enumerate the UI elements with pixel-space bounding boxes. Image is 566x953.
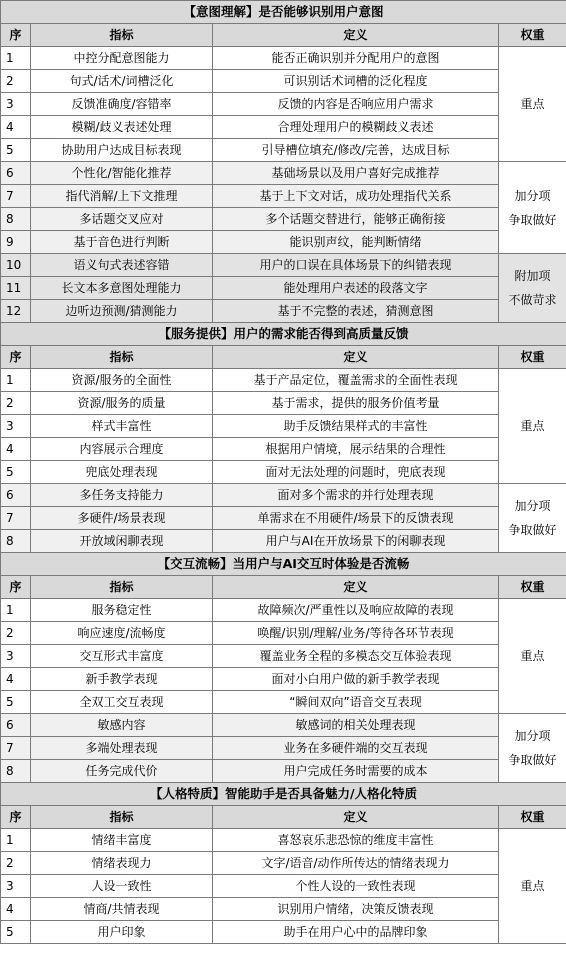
definition-cell: 唤醒/识别/理解/业务/等待各环节表现	[213, 622, 499, 645]
definition-cell: 反馈的内容是否响应用户需求	[213, 93, 499, 116]
table-row	[1, 829, 566, 852]
indicator-cell: 反馈准确度/容错率	[31, 93, 213, 116]
definition-cell: 合理处理用户的模糊歧义表述	[213, 116, 499, 139]
definition-cell: 用户完成任务时需要的成本	[213, 760, 499, 783]
table-row	[1, 116, 566, 139]
header-definition: 定义	[213, 346, 499, 369]
row-number: 5	[1, 921, 31, 944]
header-weight: 权重	[499, 24, 566, 47]
column-header-row	[1, 576, 566, 599]
row-number: 9	[1, 231, 31, 254]
table-row	[1, 438, 566, 461]
row-number: 5	[1, 139, 31, 162]
table-row	[1, 415, 566, 438]
row-number: 8	[1, 760, 31, 783]
table-row	[1, 369, 566, 392]
indicator-cell: 多话题交叉应对	[31, 208, 213, 231]
table-body	[1, 1, 566, 944]
definition-cell: 根据用户情境，展示结果的合理性	[213, 438, 499, 461]
table-row	[1, 691, 566, 714]
weight-label: 加分项	[514, 729, 551, 743]
indicator-cell: 资源/服务的质量	[31, 392, 213, 415]
row-number: 6	[1, 162, 31, 185]
row-number: 1	[1, 47, 31, 70]
table-row	[1, 714, 566, 737]
indicator-cell: 语义句式表述容错	[31, 254, 213, 277]
definition-cell: “瞬间双向”语音交互表现	[213, 691, 499, 714]
header-definition: 定义	[213, 806, 499, 829]
definition-cell: 助手在用户心中的品牌印象	[213, 921, 499, 944]
section-title-row	[1, 783, 566, 806]
definition-cell: 能处理用户表述的段落文字	[213, 277, 499, 300]
row-number: 3	[1, 645, 31, 668]
table-row	[1, 622, 566, 645]
row-number: 3	[1, 875, 31, 898]
definition-cell: 面对多个需求的并行处理表现	[213, 484, 499, 507]
column-header-row	[1, 346, 566, 369]
section-title: 【人格特质】智能助手是否具备魅力/人格化特质	[1, 783, 566, 806]
table-row	[1, 737, 566, 760]
indicator-cell: 服务稳定性	[31, 599, 213, 622]
definition-cell: 用户的口误在具体场景下的纠错表现	[213, 254, 499, 277]
table-row	[1, 208, 566, 231]
row-number: 1	[1, 829, 31, 852]
indicator-cell: 情绪表现力	[31, 852, 213, 875]
indicator-cell: 样式丰富性	[31, 415, 213, 438]
weight-label: 重点	[520, 649, 545, 663]
row-number: 7	[1, 507, 31, 530]
header-indicator: 指标	[31, 346, 213, 369]
row-number: 3	[1, 415, 31, 438]
weight-label: 加分项	[514, 499, 551, 513]
indicator-cell: 中控分配意图能力	[31, 47, 213, 70]
weight-cell	[499, 484, 566, 553]
table-row	[1, 645, 566, 668]
definition-cell: 面对小白用户做的新手教学表现	[213, 668, 499, 691]
section-title: 【意图理解】是否能够识别用户意图	[1, 1, 566, 24]
indicator-cell: 新手教学表现	[31, 668, 213, 691]
indicator-cell: 协助用户达成目标表现	[31, 139, 213, 162]
table-row	[1, 760, 566, 783]
header-num: 序	[1, 24, 31, 47]
weight-label: 重点	[520, 879, 545, 893]
definition-cell: 用户与AI在开放场景下的闲聊表现	[213, 530, 499, 553]
table-row	[1, 277, 566, 300]
indicator-cell: 指代消解/上下文推理	[31, 185, 213, 208]
section-title: 【交互流畅】当用户与AI交互时体验是否流畅	[1, 553, 566, 576]
row-number: 2	[1, 392, 31, 415]
header-num: 序	[1, 346, 31, 369]
weight-label: 重点	[520, 419, 545, 433]
header-indicator: 指标	[31, 576, 213, 599]
indicator-cell: 多端处理表现	[31, 737, 213, 760]
row-number: 8	[1, 208, 31, 231]
indicator-cell: 全双工交互表现	[31, 691, 213, 714]
indicator-cell: 用户印象	[31, 921, 213, 944]
table-row	[1, 530, 566, 553]
row-number: 8	[1, 530, 31, 553]
weight-label: 附加项	[514, 269, 551, 283]
definition-cell: 可识别话术词槽的泛化程度	[213, 70, 499, 93]
definition-cell: 基于需求，提供的服务价值考量	[213, 392, 499, 415]
definition-cell: 敏感词的相关处理表现	[213, 714, 499, 737]
table-row	[1, 461, 566, 484]
definition-cell: 引导槽位填充/修改/完善，达成目标	[213, 139, 499, 162]
table-row	[1, 898, 566, 921]
table-row	[1, 507, 566, 530]
header-weight: 权重	[499, 806, 566, 829]
row-number: 4	[1, 438, 31, 461]
table-row	[1, 231, 566, 254]
weight-label: 争取做好	[508, 212, 557, 227]
weight-cell	[499, 254, 566, 323]
indicator-cell: 模糊/歧义表述处理	[31, 116, 213, 139]
row-number: 4	[1, 668, 31, 691]
header-indicator: 指标	[31, 24, 213, 47]
table-row	[1, 875, 566, 898]
definition-cell: 单需求在不用硬件/场景下的反馈表现	[213, 507, 499, 530]
row-number: 4	[1, 116, 31, 139]
definition-cell: 基于产品定位，覆盖需求的全面性表现	[213, 369, 499, 392]
row-number: 7	[1, 185, 31, 208]
header-definition: 定义	[213, 24, 499, 47]
indicator-cell: 人设一致性	[31, 875, 213, 898]
weight-cell	[499, 162, 566, 254]
definition-cell: 文字/语音/动作所传达的情绪表现力	[213, 852, 499, 875]
definition-cell: 基于上下文对话，成功处理指代关系	[213, 185, 499, 208]
row-number: 6	[1, 714, 31, 737]
definition-cell: 助手反馈结果样式的丰富性	[213, 415, 499, 438]
row-number: 12	[1, 300, 31, 323]
indicator-cell: 响应速度/流畅度	[31, 622, 213, 645]
definition-cell: 面对无法处理的问题时，兜底表现	[213, 461, 499, 484]
weight-cell	[499, 47, 566, 162]
definition-cell: 多个话题交替进行，能够正确衔接	[213, 208, 499, 231]
indicator-cell: 边听边预测/猜测能力	[31, 300, 213, 323]
definition-cell: 基础场景以及用户喜好完成推荐	[213, 162, 499, 185]
row-number: 2	[1, 852, 31, 875]
indicator-cell: 开放域闲聊表现	[31, 530, 213, 553]
indicator-cell: 情绪丰富度	[31, 829, 213, 852]
row-number: 3	[1, 93, 31, 116]
weight-cell	[499, 599, 566, 714]
table-row	[1, 484, 566, 507]
table-row	[1, 139, 566, 162]
row-number: 5	[1, 691, 31, 714]
indicator-cell: 句式/话术/词槽泛化	[31, 70, 213, 93]
definition-cell: 覆盖业务全程的多模态交互体验表现	[213, 645, 499, 668]
table-row	[1, 254, 566, 277]
weight-cell	[499, 829, 566, 944]
header-weight: 权重	[499, 576, 566, 599]
table-row	[1, 921, 566, 944]
header-weight: 权重	[499, 346, 566, 369]
row-number: 11	[1, 277, 31, 300]
table-row	[1, 300, 566, 323]
indicator-cell: 任务完成代价	[31, 760, 213, 783]
indicator-cell: 情商/共情表现	[31, 898, 213, 921]
indicator-cell: 多硬件/场景表现	[31, 507, 213, 530]
row-number: 4	[1, 898, 31, 921]
header-num: 序	[1, 806, 31, 829]
indicator-cell: 内容展示合理度	[31, 438, 213, 461]
indicator-cell: 多任务支持能力	[31, 484, 213, 507]
row-number: 7	[1, 737, 31, 760]
indicator-cell: 个性化/智能化推荐	[31, 162, 213, 185]
weight-label: 重点	[520, 97, 545, 111]
definition-cell: 能识别声纹，能判断情绪	[213, 231, 499, 254]
indicator-cell: 基于音色进行判断	[31, 231, 213, 254]
definition-cell: 能否正确识别并分配用户的意图	[213, 47, 499, 70]
table-row	[1, 185, 566, 208]
column-header-row	[1, 24, 566, 47]
table-row	[1, 93, 566, 116]
header-definition: 定义	[213, 576, 499, 599]
row-number: 5	[1, 461, 31, 484]
weight-cell	[499, 714, 566, 783]
row-number: 1	[1, 369, 31, 392]
table-row	[1, 162, 566, 185]
weight-label: 加分项	[514, 188, 551, 203]
row-number: 10	[1, 254, 31, 277]
definition-cell: 故障频次/严重性以及响应故障的表现	[213, 599, 499, 622]
weight-label: 争取做好	[508, 523, 557, 537]
header-indicator: 指标	[31, 806, 213, 829]
row-number: 2	[1, 70, 31, 93]
definition-cell: 识别用户情绪，决策反馈表现	[213, 898, 499, 921]
definition-cell: 基于不完整的表述，猜测意图	[213, 300, 499, 323]
definition-cell: 业务在多硬件端的交互表现	[213, 737, 499, 760]
row-number: 6	[1, 484, 31, 507]
row-number: 1	[1, 599, 31, 622]
table-row	[1, 70, 566, 93]
table-row	[1, 392, 566, 415]
indicator-cell: 兜底处理表现	[31, 461, 213, 484]
definition-cell: 喜怒哀乐悲恐惊的维度丰富性	[213, 829, 499, 852]
table-row	[1, 852, 566, 875]
indicator-cell: 资源/服务的全面性	[31, 369, 213, 392]
weight-label: 争取做好	[508, 753, 557, 767]
header-num: 序	[1, 576, 31, 599]
indicator-cell: 交互形式丰富度	[31, 645, 213, 668]
row-number: 2	[1, 622, 31, 645]
section-title-row	[1, 323, 566, 346]
weight-cell	[499, 369, 566, 484]
indicator-cell: 长文本多意图处理能力	[31, 277, 213, 300]
weight-label: 不做苛求	[508, 293, 557, 307]
section-title-row	[1, 1, 566, 24]
table-row	[1, 599, 566, 622]
table-row	[1, 47, 566, 70]
section-title: 【服务提供】用户的需求能否得到高质量反馈	[1, 323, 566, 346]
section-title-row	[1, 553, 566, 576]
definition-cell: 个性人设的一致性表现	[213, 875, 499, 898]
indicator-cell: 敏感内容	[31, 714, 213, 737]
column-header-row	[1, 806, 566, 829]
table-row	[1, 668, 566, 691]
